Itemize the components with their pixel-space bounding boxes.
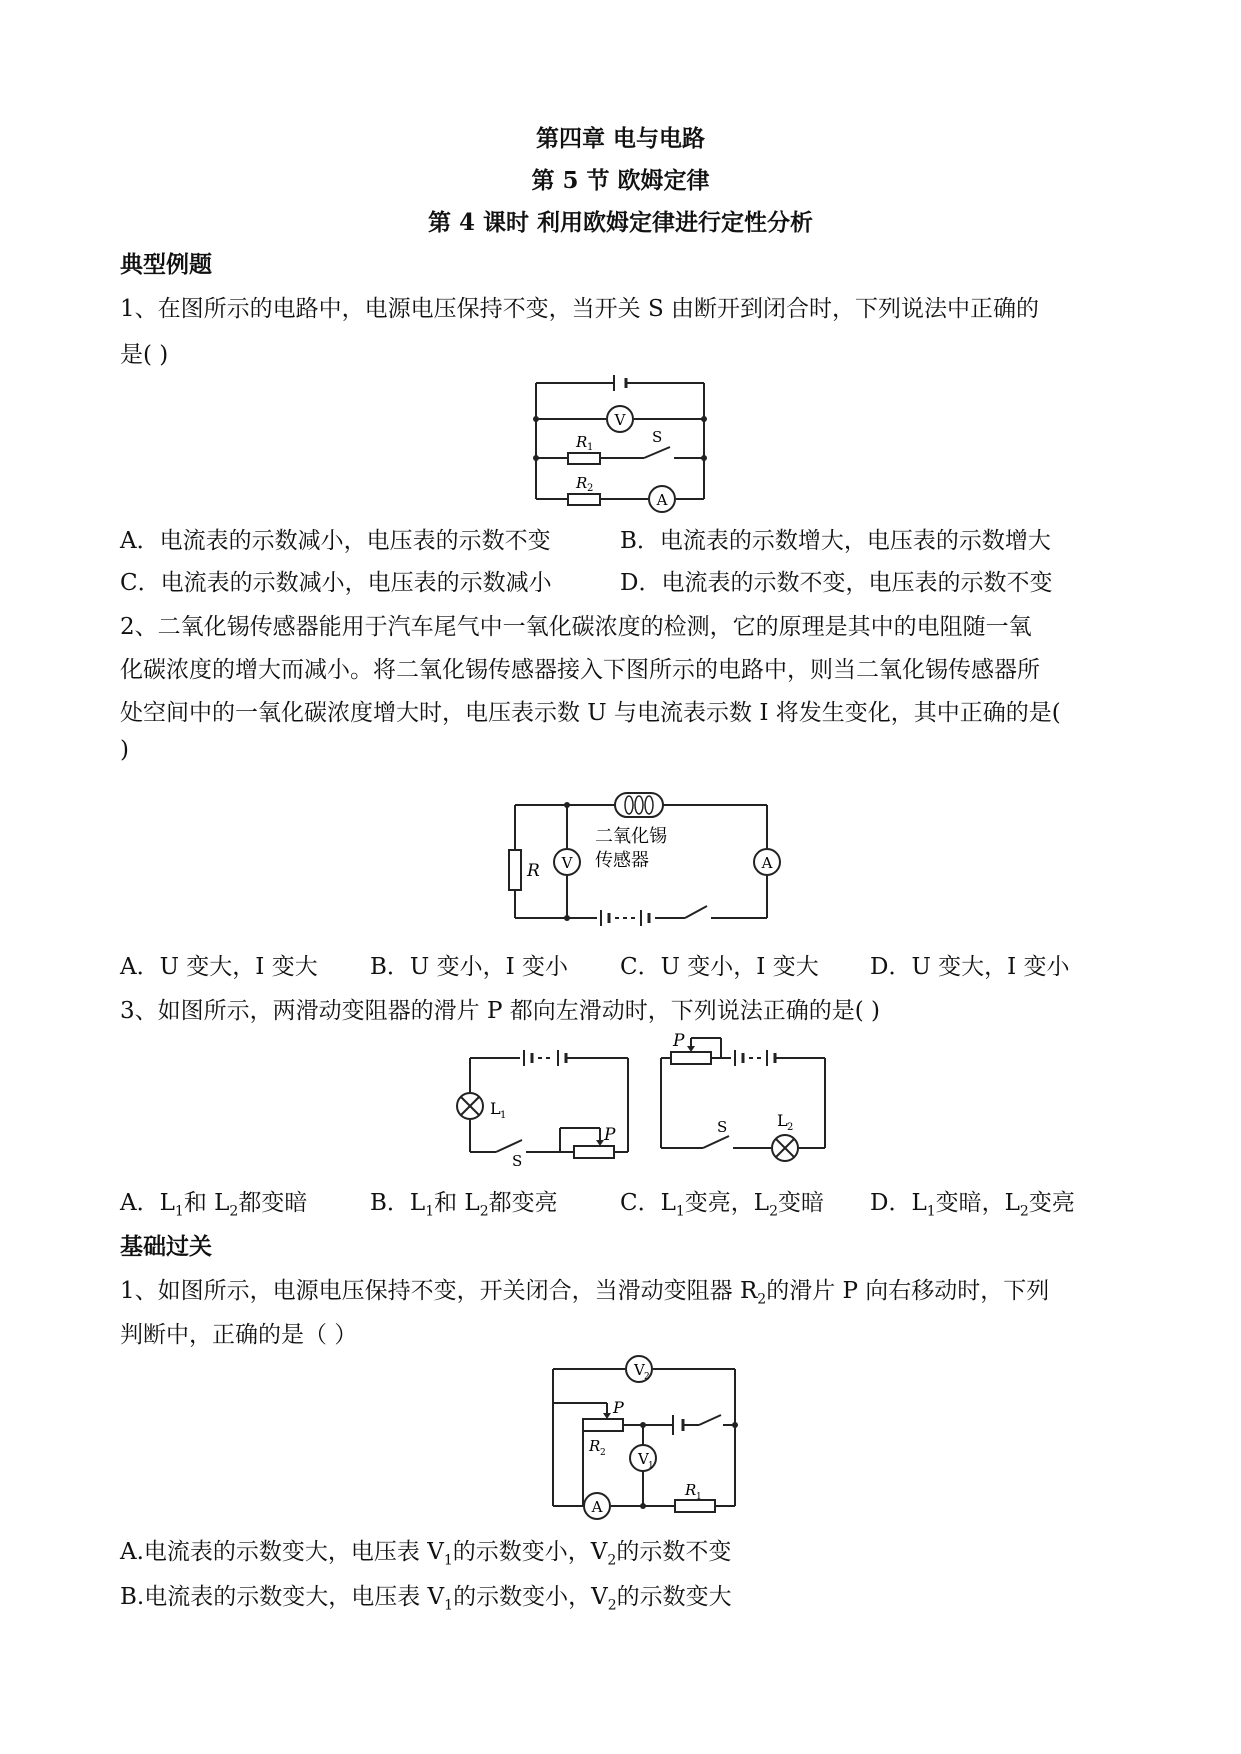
switch-label: S bbox=[652, 428, 663, 446]
opt-text: 变暗，L bbox=[935, 1190, 1020, 1216]
opt-text: A.电流表的示数变大，电压表 V bbox=[120, 1539, 444, 1565]
lamp-l2-sub: 2 bbox=[787, 1122, 794, 1133]
ex-q1-option-d[interactable]: D．电流表的示数不变，电压表的示数不变 bbox=[620, 570, 1053, 596]
ex-q3-option-c[interactable] bbox=[620, 1184, 824, 1220]
ammeter-label: A bbox=[761, 854, 773, 872]
opt-sub: 1 bbox=[926, 1203, 936, 1220]
lamp-l2-label: L bbox=[777, 1111, 788, 1130]
text-part: 的滑片 P 向右移动时，下列 bbox=[766, 1278, 1050, 1304]
text-part: 1、如图所示，电源电压保持不变，开关闭合，当滑动变阻器 R bbox=[120, 1278, 758, 1304]
ex-q3-option-d[interactable] bbox=[870, 1184, 1075, 1220]
opt-text: 的示数变小，V bbox=[452, 1539, 608, 1565]
opt-text: B．L bbox=[370, 1190, 426, 1216]
basic-q1-option-b[interactable] bbox=[120, 1578, 732, 1614]
slider-p-label: P bbox=[613, 1398, 624, 1417]
opt-text: 都变亮 bbox=[488, 1190, 558, 1216]
ex-q2-circuit-diagram bbox=[505, 790, 775, 925]
opt-sub: 2 bbox=[769, 1203, 778, 1220]
lesson-title: 第 4 课时 利用欧姆定律进行定性分析 bbox=[427, 209, 814, 236]
sensor-label-line1: 二氧化锡 bbox=[595, 826, 667, 847]
opt-text: 的示数不变 bbox=[616, 1539, 732, 1565]
opt-sub: 1 bbox=[443, 1552, 453, 1569]
examples-heading: 典型例题 bbox=[120, 251, 212, 278]
ex-q1-circuit-diagram bbox=[530, 375, 710, 509]
voltmeter-label: V bbox=[614, 411, 626, 429]
ex-q3-text-line1: 3、如图所示，两滑动变阻器的滑片 P 都向左滑动时，下列说法正确的是( ) bbox=[120, 998, 880, 1024]
opt-text: 的示数变小，V bbox=[453, 1584, 608, 1610]
opt-text: D．L bbox=[870, 1190, 927, 1216]
ex-q2-text-line3: 处空间中的一氧化碳浓度增大时，电压表示数 U 与电流表示数 I 将发生变化，其中正确的是( bbox=[120, 700, 1061, 726]
ex-q3-option-a[interactable] bbox=[120, 1184, 307, 1220]
ex-q1-option-a[interactable]: A．电流表的示数减小，电压表的示数不变 bbox=[120, 528, 551, 554]
slider-p-label: P bbox=[673, 1031, 685, 1051]
opt-sub: 2 bbox=[1019, 1203, 1029, 1220]
r2-label: R bbox=[576, 474, 588, 492]
section-title: 第 5 节 欧姆定律 bbox=[531, 167, 710, 194]
opt-sub: 1 bbox=[675, 1203, 685, 1220]
ex-q1-option-c[interactable]: C．电流表的示数减小，电压表的示数减小 bbox=[120, 570, 552, 596]
ex-q3-circuit-right bbox=[655, 1030, 835, 1155]
slider-p-label: P bbox=[604, 1125, 616, 1145]
basic-q1-circuit-diagram bbox=[545, 1355, 745, 1515]
opt-sub: 2 bbox=[479, 1203, 489, 1220]
ex-q2-text-line4: ) bbox=[120, 737, 129, 763]
ex-q2-text-line2: 化碳浓度的增大而减小。将二氧化锡传感器接入下图所示的电路中，则当二氧化锡传感器所 bbox=[120, 657, 1040, 683]
ex-q1-text-line1: 1、在图所示的电路中，电源电压保持不变，当开关 S 由断开到闭合时，下列说法中正确的 bbox=[120, 296, 1040, 322]
opt-sub: 1 bbox=[425, 1203, 435, 1220]
opt-text: 变亮，L bbox=[684, 1190, 770, 1216]
basics-heading: 基础过关 bbox=[120, 1233, 212, 1260]
switch-label: S bbox=[512, 1152, 523, 1170]
r2-label: R bbox=[589, 1437, 601, 1455]
opt-text: B.电流表的示数变大，电压表 V bbox=[120, 1584, 445, 1610]
v2-sub: 2 bbox=[644, 1372, 650, 1382]
r1-sub: 1 bbox=[696, 1492, 702, 1502]
v2-label: V bbox=[634, 1361, 645, 1379]
r1-label: R bbox=[576, 433, 588, 451]
opt-text: 变暗 bbox=[778, 1190, 824, 1216]
opt-sub: 1 bbox=[444, 1597, 454, 1614]
voltmeter-label: V bbox=[561, 854, 573, 872]
ex-q2-text-line1: 2、二氧化锡传感器能用于汽车尾气中一氧化碳浓度的检测，它的原理是其中的电阻随一氧 bbox=[120, 614, 1032, 640]
r2-sub: 2 bbox=[587, 483, 594, 494]
ammeter-label: A bbox=[656, 491, 668, 509]
chapter-title: 第四章 电与电路 bbox=[535, 125, 705, 152]
resistor-label: R bbox=[527, 861, 540, 881]
lamp-l1-label: L bbox=[490, 1099, 501, 1118]
text-sub: 2 bbox=[757, 1291, 767, 1308]
ex-q1-text-line2: 是( ) bbox=[120, 342, 169, 368]
basic-q1-option-a[interactable] bbox=[120, 1533, 731, 1569]
opt-text: 变亮 bbox=[1028, 1190, 1075, 1216]
ex-q2-option-a[interactable]: A．U 变大，I 变大 bbox=[120, 954, 318, 980]
opt-text: C．L bbox=[620, 1190, 676, 1216]
opt-sub: 2 bbox=[229, 1203, 239, 1220]
opt-text: A．L bbox=[120, 1190, 175, 1216]
switch-label: S bbox=[717, 1118, 728, 1136]
opt-text: 都变暗 bbox=[238, 1190, 308, 1216]
ex-q2-option-d[interactable]: D．U 变大，I 变小 bbox=[870, 954, 1070, 980]
ex-q2-option-b[interactable]: B．U 变小，I 变小 bbox=[370, 954, 568, 980]
ammeter-label: A bbox=[591, 1498, 603, 1516]
ex-q2-option-c[interactable]: C．U 变小，I 变大 bbox=[620, 954, 819, 980]
ex-q3-option-b[interactable] bbox=[370, 1184, 558, 1220]
basic-q1-text-line2: 判断中，正确的是（ ） bbox=[120, 1322, 358, 1348]
opt-text: 和 L bbox=[434, 1190, 480, 1216]
opt-sub: 1 bbox=[174, 1203, 184, 1220]
opt-sub: 2 bbox=[607, 1597, 617, 1614]
ex-q1-option-b[interactable]: B．电流表的示数增大，电压表的示数增大 bbox=[620, 528, 1051, 554]
sensor-label-line2: 传感器 bbox=[595, 850, 649, 871]
v1-label: V bbox=[638, 1450, 649, 1468]
r1-label: R bbox=[685, 1481, 697, 1499]
v1-sub: 1 bbox=[648, 1461, 654, 1471]
lamp-l1-sub: 1 bbox=[500, 1110, 507, 1121]
basic-q1-text-line1 bbox=[120, 1272, 1049, 1308]
opt-text: 和 L bbox=[183, 1190, 230, 1216]
ex-q3-circuit-left bbox=[450, 1040, 640, 1170]
r2-sub: 2 bbox=[600, 1448, 606, 1458]
opt-text: 的示数变大 bbox=[616, 1584, 732, 1610]
opt-sub: 2 bbox=[607, 1552, 617, 1569]
r1-sub: 1 bbox=[587, 442, 594, 453]
